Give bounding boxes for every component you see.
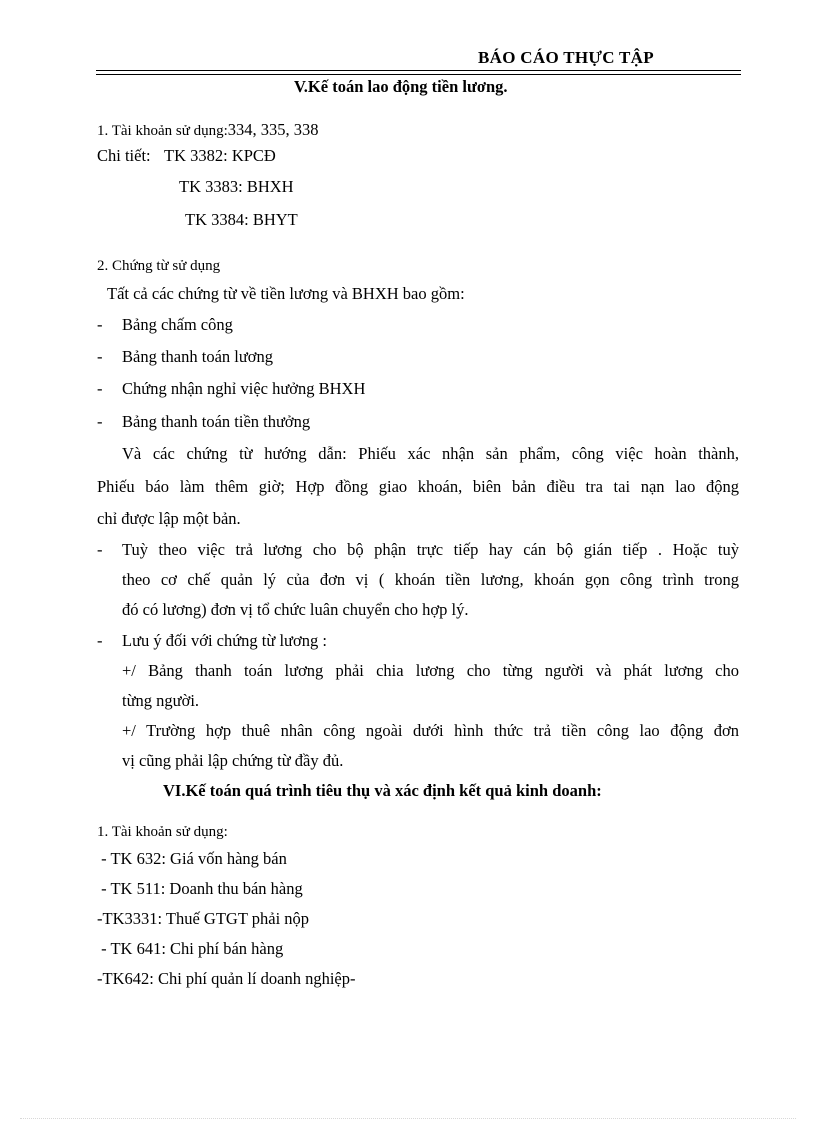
account-item: -TK3331: Thuế GTGT phải nộp	[97, 909, 310, 928]
header-rule-bottom	[96, 74, 741, 75]
report-header-title: BÁO CÁO THỰC TẬP	[478, 48, 654, 67]
bullet-text: Lưu ý đối với chứng từ lương :	[122, 631, 327, 650]
docs-list-item: Chứng nhận nghỉ việc hưởng BHXH	[122, 379, 366, 398]
bullet-text-line: đó có lương) đơn vị tổ chức luân chuyển cho hợp lý.	[122, 600, 469, 619]
bullet-text-line: Tuỳ theo việc trả lương cho bộ phận trực tiếp hay cán bộ gián tiếp . Hoặc tuỳ	[122, 540, 739, 559]
account-item: - TK 632: Giá vốn hàng bán	[97, 849, 287, 868]
account-item: -TK642: Chi phí quản lí doanh nghiệp-	[97, 969, 356, 988]
section-5-title: V.Kế toán lao động tiền lương.	[294, 77, 508, 96]
accounts-values: 334, 335, 338	[227, 120, 319, 139]
section-5-accounts-line	[97, 120, 319, 140]
paragraph-line: Phiếu báo làm thêm giờ; Hợp đồng giao khoán, biên bản điều tra tai nạn lao động	[97, 477, 739, 496]
detail-item: TK 3384: BHYT	[185, 210, 298, 229]
section-6-accounts-heading: 1. Tài khoản sử dụng:	[97, 824, 228, 840]
detail-item: TK 3382: KPCĐ	[164, 146, 276, 165]
bullet-dash: -	[97, 347, 103, 366]
detail-item: TK 3383: BHXH	[179, 177, 294, 196]
note-line: từng người.	[122, 691, 200, 710]
note-line: +/ Bảng thanh toán lương phải chia lương cho từng người và phát lương cho	[122, 661, 739, 680]
page-bottom-border	[20, 1118, 796, 1119]
account-item: - TK 511: Doanh thu bán hàng	[97, 879, 303, 898]
accounts-heading: 1. Tài khoản sử dụng:	[97, 123, 228, 139]
paragraph-line: chỉ được lập một bản.	[97, 509, 241, 528]
bullet-dash: -	[97, 412, 103, 431]
bullet-dash: -	[97, 540, 103, 559]
bullet-dash: -	[97, 379, 103, 398]
header-rule-top	[96, 70, 741, 71]
section-6-title: VI.Kế toán quá trình tiêu thụ và xác định kết quả kinh doanh:	[163, 781, 602, 800]
bullet-dash: -	[97, 315, 103, 334]
paragraph-line: Và các chứng từ hướng dẫn: Phiếu xác nhận sản phẩm, công việc hoàn thành,	[122, 444, 739, 463]
note-line: vị cũng phải lập chứng từ đầy đủ.	[122, 751, 344, 770]
docs-list-item: Bảng thanh toán lương	[122, 347, 274, 366]
bullet-dash: -	[97, 631, 103, 650]
bullet-text-line: theo cơ chế quản lý của đơn vị ( khoán tiền lương, khoán gọn công trình trong	[122, 570, 739, 589]
note-line: +/ Trường hợp thuê nhân công ngoài dưới hình thức trả tiền công lao động đơn	[122, 721, 739, 740]
docs-heading: 2. Chứng từ sử dụng	[97, 258, 221, 274]
docs-intro: Tất cả các chứng từ về tiền lương và BHXH bao gồm:	[107, 284, 465, 303]
detail-label: Chi tiết:	[97, 146, 151, 165]
account-item: - TK 641: Chi phí bán hàng	[97, 939, 284, 958]
docs-list-item: Bảng thanh toán tiền thưởng	[122, 412, 311, 431]
docs-list-item: Bảng chấm công	[122, 315, 233, 334]
